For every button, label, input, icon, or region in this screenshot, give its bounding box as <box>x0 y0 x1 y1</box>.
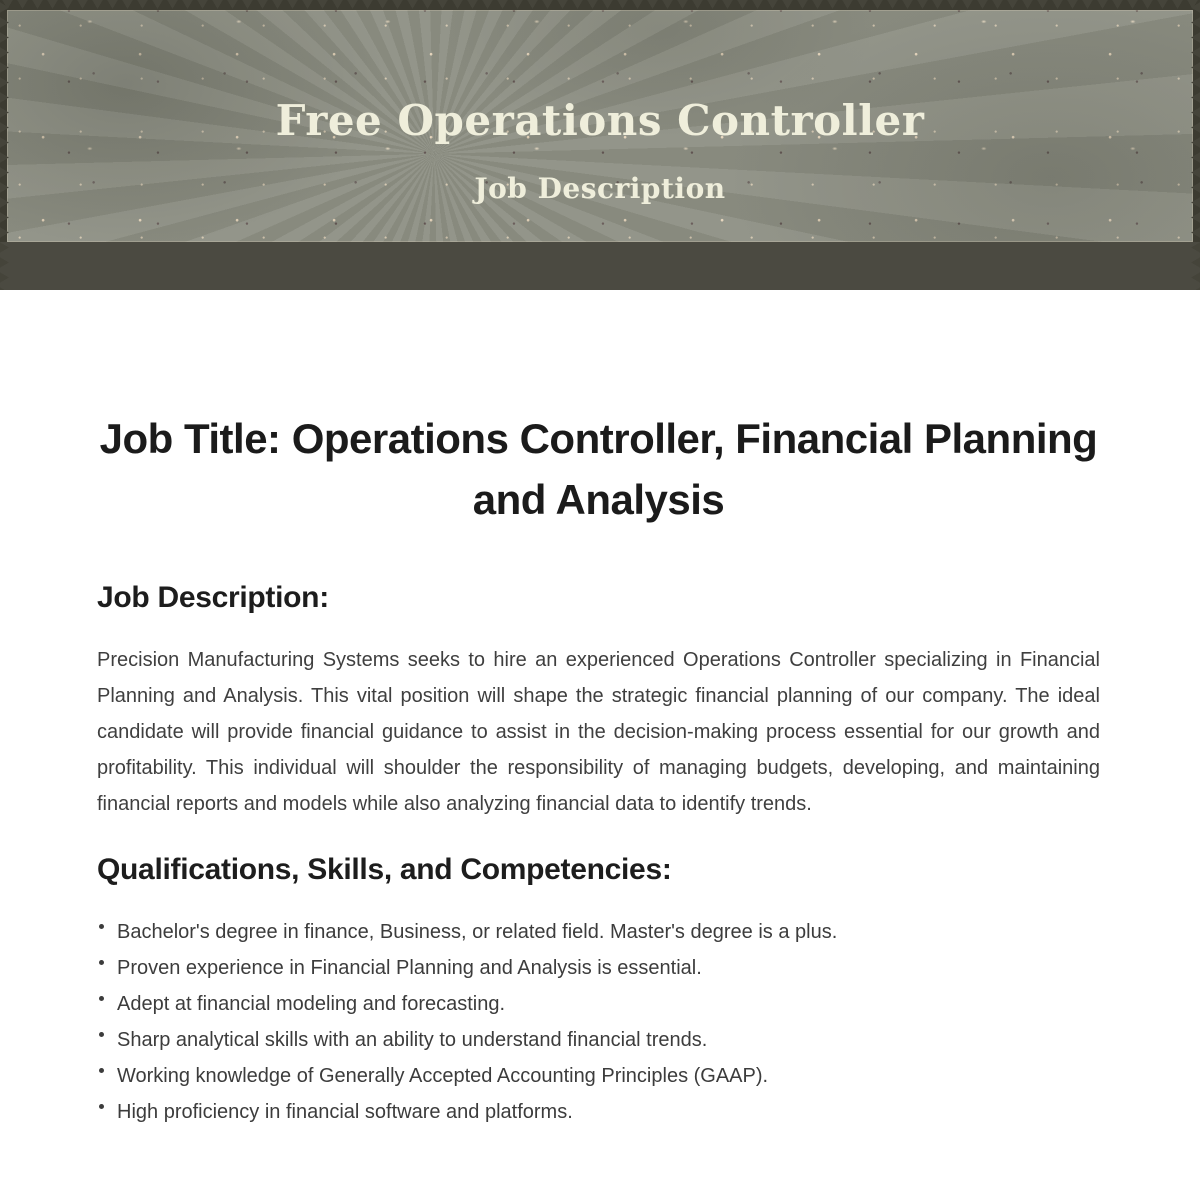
page-title: Job Title: Operations Controller, Financial Planning and Analysis <box>99 415 1098 523</box>
banner-border-trim-top <box>0 0 1200 9</box>
banner-subtitle: Job Description <box>474 172 726 205</box>
qualifications-list <box>97 914 1100 1130</box>
list-item: Proven experience in Financial Planning and Analysis is essential. <box>97 950 1100 986</box>
list-item: Bachelor's degree in finance, Business, or related field. Master's degree is a plus. <box>97 914 1100 950</box>
list-item: Sharp analytical skills with an ability to understand financial trends. <box>97 1022 1100 1058</box>
section-heading-job-description: Job Description: <box>97 581 329 614</box>
document-body <box>0 408 1200 1130</box>
list-item: Adept at financial modeling and forecasting. <box>97 986 1100 1022</box>
job-description-paragraph: Precision Manufacturing Systems seeks to hire an experienced Operations Controller specializing in Financial Planning and Analysis. This vital position will shape the strategic financial planning of our company. The ideal candidate will provide financial guidance to assist in the decision-making process essential for our growth and profitability. This individual will shoulder the responsibility of managing budgets, developing, and maintaining financial reports and models while also analyzing financial data to identify trends. <box>97 649 1100 815</box>
section-heading-qualifications: Qualifications, Skills, and Competencies: <box>97 853 672 886</box>
list-item: Working knowledge of Generally Accepted Accounting Principles (GAAP). <box>97 1058 1100 1094</box>
banner-bottom-band <box>0 242 1200 290</box>
banner-title: Free Operations Controller <box>275 96 925 145</box>
list-item: High proficiency in financial software and platforms. <box>97 1094 1100 1130</box>
banner-text-group <box>7 10 1193 242</box>
banner <box>0 0 1200 290</box>
